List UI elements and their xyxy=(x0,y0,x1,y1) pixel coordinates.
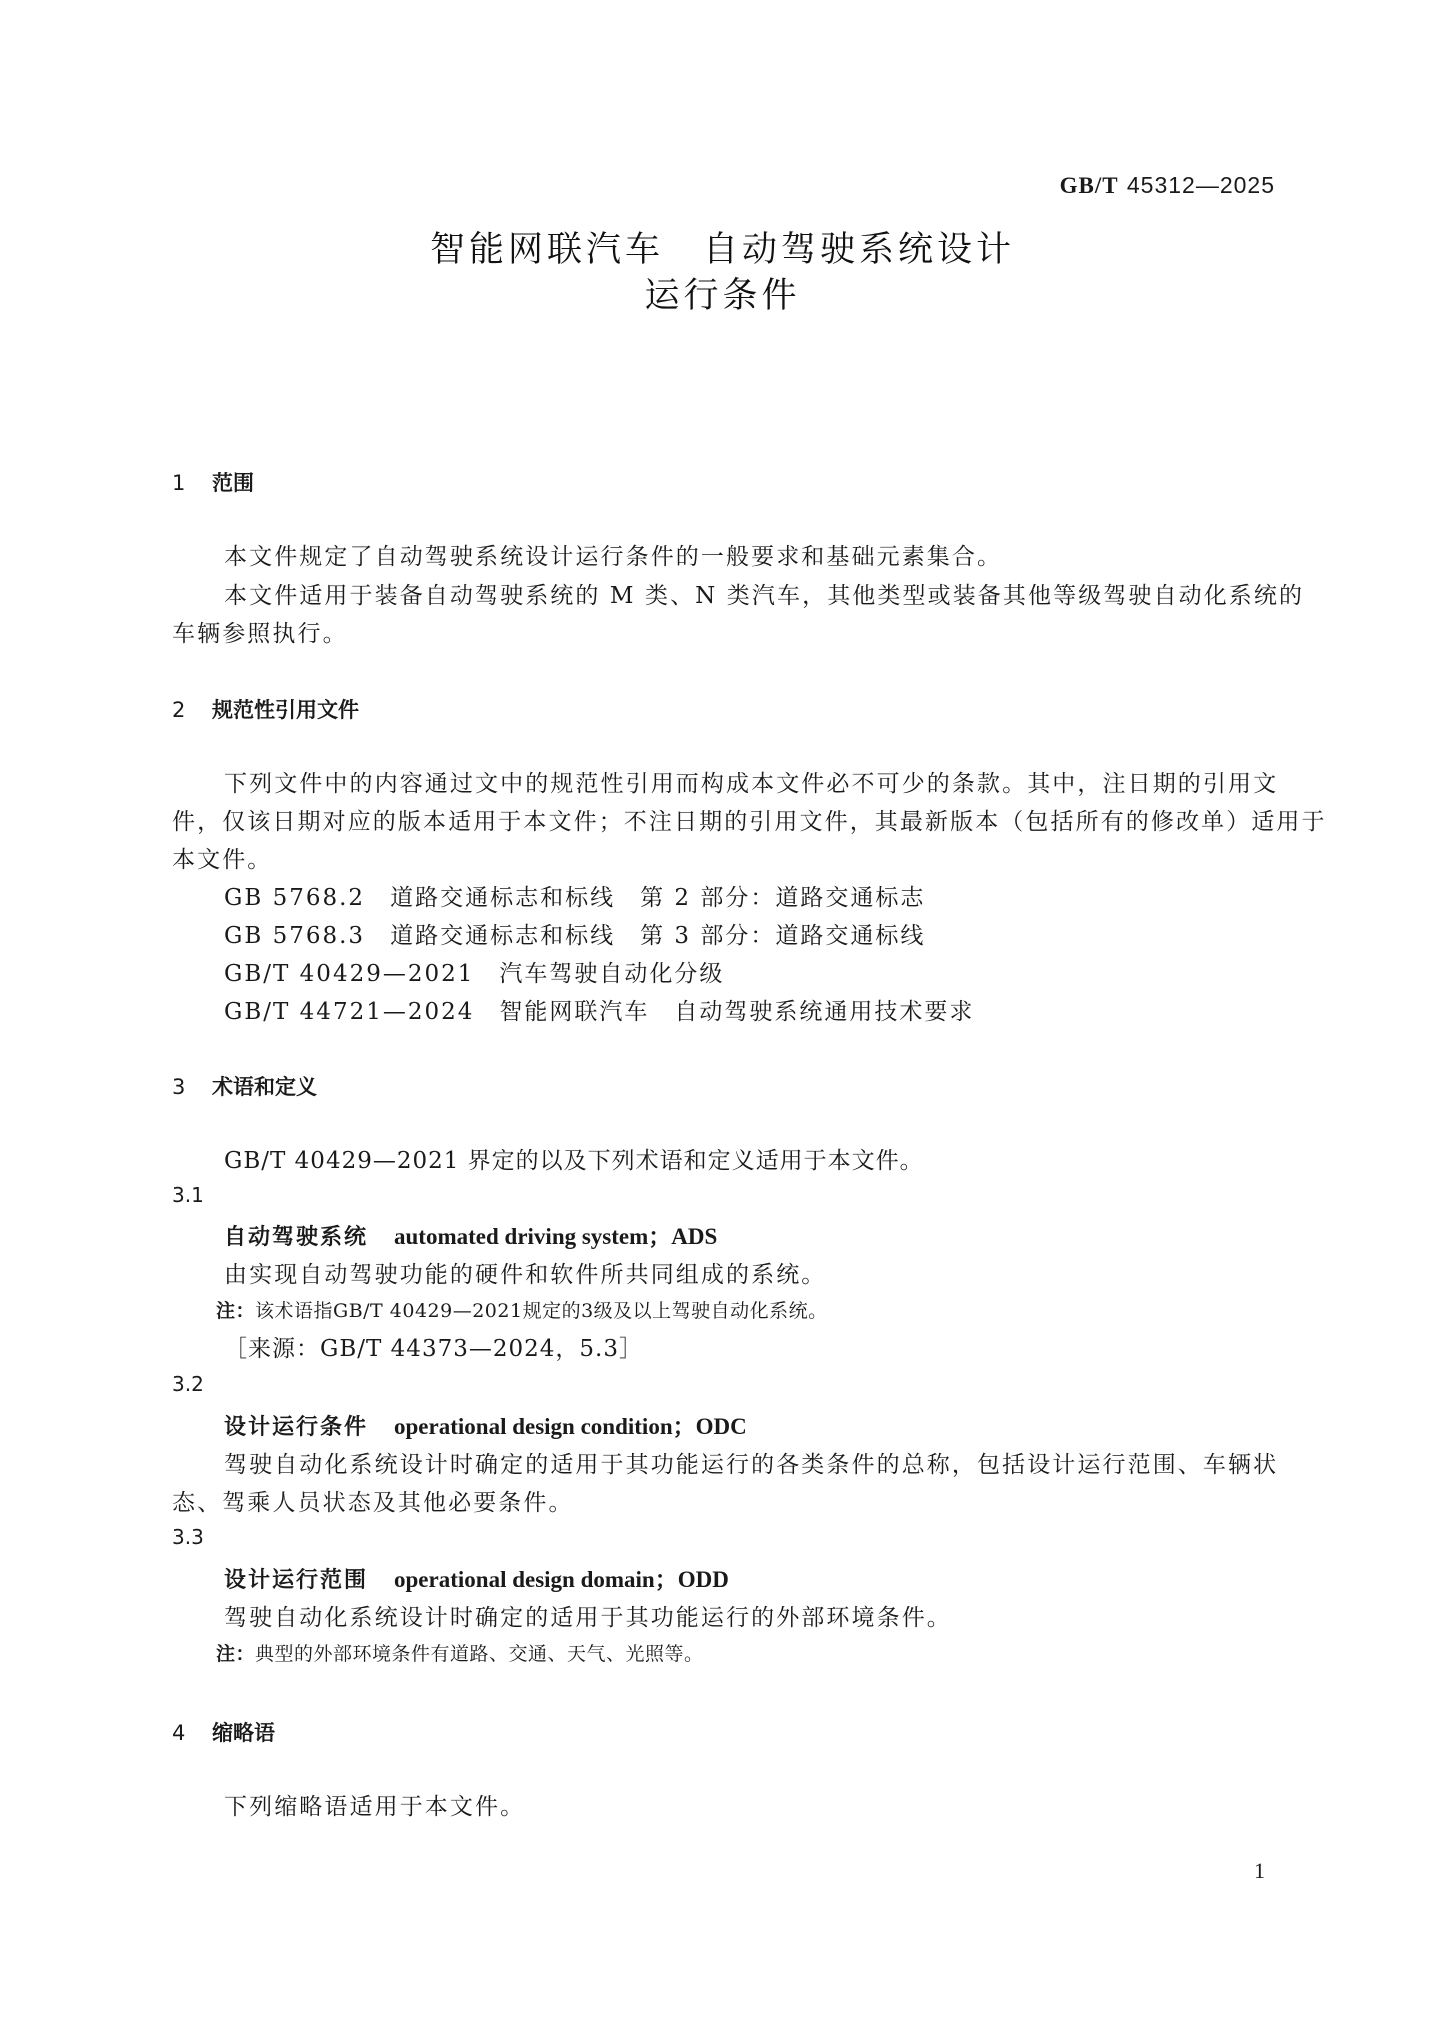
standard-code: 45312—2025 xyxy=(1126,172,1275,198)
term-chinese: 设计运行条件 xyxy=(224,1415,369,1440)
section-title: 规范性引用文件 xyxy=(212,698,359,722)
paragraph-continuation: 本文件。 xyxy=(172,847,273,873)
document-title-line1: 智能网联汽车 自动驾驶系统设计 xyxy=(429,230,1015,270)
term-number: 3.3 xyxy=(172,1525,204,1549)
paragraph: 本文件规定了自动驾驶系统设计运行条件的一般要求和基础元素集合。 xyxy=(224,544,1003,570)
section-heading-abbreviations xyxy=(172,1717,275,1747)
term-number: 3.2 xyxy=(172,1372,204,1396)
term-entry xyxy=(224,1561,729,1594)
paragraph: 下列缩略语适用于本文件。 xyxy=(224,1794,526,1820)
reference-item: GB/T 40429—2021 汽车驾驶自动化分级 xyxy=(224,961,725,987)
note-text: 典型的外部环境条件有道路、交通、天气、光照等。 xyxy=(255,1643,704,1665)
term-entry xyxy=(224,1408,747,1441)
term-number: 3.1 xyxy=(172,1183,204,1207)
term-entry xyxy=(224,1218,717,1251)
term-definition: 驾驶自动化系统设计时确定的适用于其功能运行的外部环境条件。 xyxy=(224,1605,952,1631)
term-chinese: 设计运行范围 xyxy=(224,1568,369,1593)
term-definition-continuation: 态、驾乘人员状态及其他必要条件。 xyxy=(172,1490,574,1516)
paragraph: GB/T 40429—2021 界定的以及下列术语和定义适用于本文件。 xyxy=(224,1148,924,1174)
reference-item: GB/T 44721—2024 智能网联汽车 自动驾驶系统通用技术要求 xyxy=(224,999,975,1025)
term-english: operational design condition；ODC xyxy=(394,1414,747,1439)
term-definition: 驾驶自动化系统设计时确定的适用于其功能运行的各类条件的总称，包括设计运行范围、车辆状 xyxy=(224,1452,1279,1478)
term-source: ［来源：GB/T 44373—2024，5.3］ xyxy=(224,1336,643,1362)
section-number: 2 xyxy=(172,698,186,722)
paragraph: 本文件适用于装备自动驾驶系统的 M 类、N 类汽车，其他类型或装备其他等级驾驶自动化系统的 xyxy=(224,583,1305,609)
term-english: automated driving system；ADS xyxy=(394,1224,718,1249)
note-label: 注： xyxy=(216,1643,256,1665)
section-title: 术语和定义 xyxy=(212,1075,317,1099)
note xyxy=(216,1639,704,1666)
standard-number xyxy=(1060,172,1275,199)
section-heading-terms xyxy=(172,1071,317,1101)
term-chinese: 自动驾驶系统 xyxy=(224,1225,369,1250)
reference-item: GB 5768.3 道路交通标志和标线 第 3 部分：道路交通标线 xyxy=(224,923,926,949)
section-title: 范围 xyxy=(212,471,254,495)
document-title-line2: 运行条件 xyxy=(644,276,801,316)
paragraph-continuation: 件，仅该日期对应的版本适用于本文件；不注日期的引用文件，其最新版本（包括所有的修改单）适用于 xyxy=(172,809,1327,835)
paragraph-continuation: 车辆参照执行。 xyxy=(172,621,348,647)
note xyxy=(216,1296,828,1323)
section-number: 1 xyxy=(172,471,186,495)
term-definition: 由实现自动驾驶功能的硬件和软件所共同组成的系统。 xyxy=(224,1262,827,1288)
section-heading-normative-references xyxy=(172,694,359,724)
standard-prefix: GB/T xyxy=(1059,173,1119,198)
term-english: operational design domain；ODD xyxy=(394,1567,729,1592)
reference-item: GB 5768.2 道路交通标志和标线 第 2 部分：道路交通标志 xyxy=(224,885,926,911)
section-heading-scope xyxy=(172,467,254,497)
section-number: 3 xyxy=(172,1075,186,1099)
note-text: 该术语指GB/T 40429—2021规定的3级及以上驾驶自动化系统。 xyxy=(255,1300,828,1322)
section-number: 4 xyxy=(172,1721,186,1745)
page-number: 1 xyxy=(1254,1858,1265,1883)
paragraph: 下列文件中的内容通过文中的规范性引用而构成本文件必不可少的条款。其中，注日期的引用文 xyxy=(224,771,1279,797)
section-title: 缩略语 xyxy=(212,1721,275,1745)
note-label: 注： xyxy=(216,1300,256,1322)
